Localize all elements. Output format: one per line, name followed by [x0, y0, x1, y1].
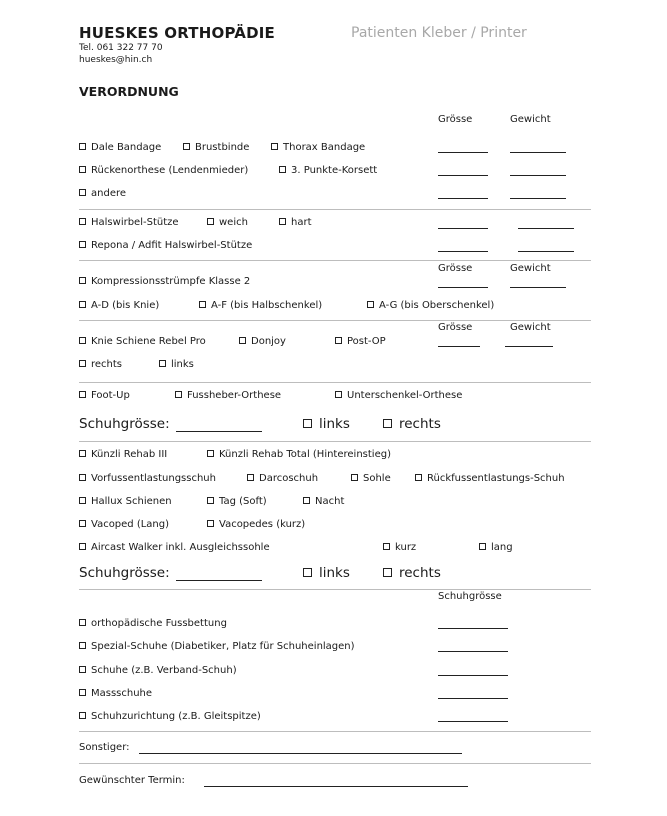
checkbox[interactable]: [79, 642, 86, 649]
option-fussheber-orthese[interactable]: Fussheber-Orthese: [175, 390, 281, 401]
weight-column-header: Gewicht: [510, 114, 551, 125]
size-blank[interactable]: [438, 346, 480, 347]
checkbox[interactable]: [335, 337, 342, 344]
section-divider: [79, 320, 591, 321]
option-punkte-korsett[interactable]: 3. Punkte-Korsett: [279, 165, 377, 176]
option-aircast-walker[interactable]: Aircast Walker inkl. Ausgleichssohle: [79, 542, 270, 553]
checkbox[interactable]: [183, 143, 190, 150]
size-blank[interactable]: [438, 175, 488, 176]
checkbox[interactable]: [383, 568, 392, 577]
section-divider: [79, 209, 591, 210]
checkbox[interactable]: [79, 337, 86, 344]
option-foot-up[interactable]: Foot-Up: [79, 390, 130, 401]
option-lang[interactable]: lang: [479, 542, 513, 553]
option-rueckenorthese[interactable]: Rückenorthese (Lendenmieder): [79, 165, 248, 176]
option-darcoschuh[interactable]: Darcoschuh: [247, 473, 318, 484]
checkbox[interactable]: [79, 474, 86, 481]
checkbox[interactable]: [199, 301, 206, 308]
weight-blank[interactable]: [510, 175, 566, 176]
option-hart[interactable]: hart: [279, 217, 312, 228]
option-a-g[interactable]: A-G (bis Oberschenkel): [367, 300, 494, 311]
termin-label: Gewünschter Termin:: [79, 775, 185, 786]
size-blank[interactable]: [438, 228, 488, 229]
checkbox[interactable]: [367, 301, 374, 308]
checkbox[interactable]: [79, 712, 86, 719]
option-knee-links[interactable]: links: [159, 359, 194, 370]
checkbox[interactable]: [207, 218, 214, 225]
section-divider: [79, 441, 591, 442]
section-divider: [79, 589, 591, 590]
checkbox[interactable]: [79, 666, 86, 673]
shoe-size-blank[interactable]: [438, 628, 508, 629]
option-sohle[interactable]: Sohle: [351, 473, 391, 484]
option-tag-soft[interactable]: Tag (Soft): [207, 496, 267, 507]
option-halswirbel-stuetze[interactable]: Halswirbel-Stütze: [79, 217, 179, 228]
form-title: VERORDNUNG: [79, 84, 179, 99]
shoe-size-blank[interactable]: [438, 675, 508, 676]
checkbox[interactable]: [79, 241, 86, 248]
option-rueckfussentlastungs-schuh[interactable]: Rückfussentlastungs-Schuh: [415, 473, 565, 484]
checkbox[interactable]: [415, 474, 422, 481]
checkbox[interactable]: [79, 543, 86, 550]
company-name: HUESKES ORTHOPÄDIE: [79, 24, 275, 42]
shoe-size-column-header: Schuhgrösse: [438, 591, 502, 602]
option-post-op[interactable]: Post-OP: [335, 336, 386, 347]
option-schuhzurichtung[interactable]: Schuhzurichtung (z.B. Gleitspitze): [79, 711, 261, 722]
checkbox[interactable]: [279, 166, 286, 173]
checkbox[interactable]: [207, 497, 214, 504]
checkbox[interactable]: [303, 568, 312, 577]
weight-blank[interactable]: [505, 346, 553, 347]
option-weich[interactable]: weich: [207, 217, 248, 228]
shoe-size-blank[interactable]: [438, 698, 508, 699]
checkbox[interactable]: [271, 143, 278, 150]
weight-blank[interactable]: [510, 198, 566, 199]
weight-blank[interactable]: [510, 287, 566, 288]
option-vorfussentlastungsschuh[interactable]: Vorfussentlastungsschuh: [79, 473, 216, 484]
option-kuenzli-rehab-3[interactable]: Künzli Rehab III: [79, 449, 167, 460]
option-brustbinde[interactable]: Brustbinde: [183, 142, 249, 153]
shoe-size-label: Schuhgrösse:: [79, 416, 170, 432]
checkbox[interactable]: [479, 543, 486, 550]
sonstiger-blank[interactable]: [139, 753, 462, 754]
option-fussbettung[interactable]: orthopädische Fussbettung: [79, 618, 227, 629]
checkbox[interactable]: [303, 497, 310, 504]
checkbox[interactable]: [279, 218, 286, 225]
checkbox[interactable]: [207, 520, 214, 527]
option-kompressionsstruempfe[interactable]: Kompressionsstrümpfe Klasse 2: [79, 276, 250, 287]
option-knee-rechts[interactable]: rechts: [79, 359, 122, 370]
termin-blank[interactable]: [204, 786, 468, 787]
checkbox[interactable]: [79, 277, 86, 284]
shoe-size-label: Schuhgrösse:: [79, 565, 170, 581]
shoe-size-blank[interactable]: [176, 431, 262, 432]
option-a-f[interactable]: A-F (bis Halbschenkel): [199, 300, 322, 311]
weight-blank[interactable]: [510, 152, 566, 153]
weight-blank[interactable]: [518, 228, 574, 229]
checkbox[interactable]: [383, 419, 392, 428]
checkbox[interactable]: [383, 543, 390, 550]
checkbox[interactable]: [79, 450, 86, 457]
weight-column-header: Gewicht: [510, 263, 551, 274]
option-hallux-schienen[interactable]: Hallux Schienen: [79, 496, 172, 507]
checkbox[interactable]: [303, 419, 312, 428]
sonstiger-label: Sonstiger:: [79, 742, 130, 753]
checkbox[interactable]: [79, 391, 86, 398]
option-verband-schuh[interactable]: Schuhe (z.B. Verband-Schuh): [79, 665, 237, 676]
option-nacht[interactable]: Nacht: [303, 496, 344, 507]
checkbox[interactable]: [79, 301, 86, 308]
option-shoes-links[interactable]: links: [303, 565, 350, 581]
checkbox[interactable]: [79, 218, 86, 225]
checkbox[interactable]: [159, 360, 166, 367]
option-thorax-bandage[interactable]: Thorax Bandage: [271, 142, 365, 153]
checkbox[interactable]: [79, 619, 86, 626]
phone-number: Tel. 061 322 77 70: [79, 43, 163, 53]
checkbox[interactable]: [351, 474, 358, 481]
patient-sticker-placeholder: Patienten Kleber / Printer: [351, 25, 527, 41]
checkbox[interactable]: [207, 450, 214, 457]
size-column-header: Grösse: [438, 114, 473, 125]
option-donjoy[interactable]: Donjoy: [239, 336, 286, 347]
shoe-size-blank[interactable]: [176, 580, 262, 581]
size-column-header: Grösse: [438, 322, 473, 333]
shoe-size-blank[interactable]: [438, 721, 508, 722]
size-blank[interactable]: [438, 198, 488, 199]
size-blank[interactable]: [438, 251, 488, 252]
size-blank[interactable]: [438, 287, 488, 288]
shoe-size-blank[interactable]: [438, 651, 508, 652]
option-andere[interactable]: andere: [79, 188, 126, 199]
option-dale-bandage[interactable]: Dale Bandage: [79, 142, 161, 153]
checkbox[interactable]: [79, 360, 86, 367]
option-vacopedes[interactable]: Vacopedes (kurz): [207, 519, 305, 530]
checkbox[interactable]: [79, 189, 86, 196]
checkbox[interactable]: [79, 520, 86, 527]
checkbox[interactable]: [79, 143, 86, 150]
section-divider: [79, 731, 591, 732]
section-divider: [79, 382, 591, 383]
checkbox[interactable]: [79, 166, 86, 173]
section-divider: [79, 763, 591, 764]
option-repona[interactable]: Repona / Adfit Halswirbel-Stütze: [79, 240, 252, 251]
checkbox[interactable]: [247, 474, 254, 481]
checkbox[interactable]: [79, 689, 86, 696]
option-spezial-schuhe[interactable]: Spezial-Schuhe (Diabetiker, Platz für Schuheinlagen): [79, 641, 355, 652]
size-blank[interactable]: [438, 152, 488, 153]
checkbox[interactable]: [239, 337, 246, 344]
checkbox[interactable]: [175, 391, 182, 398]
option-unterschenkel-orthese[interactable]: Unterschenkel-Orthese: [335, 390, 462, 401]
option-a-d[interactable]: A-D (bis Knie): [79, 300, 159, 311]
option-shoes-rechts[interactable]: rechts: [383, 565, 441, 581]
weight-column-header: Gewicht: [510, 322, 551, 333]
option-rebel-pro[interactable]: Knie Schiene Rebel Pro: [79, 336, 206, 347]
size-column-header: Grösse: [438, 263, 473, 274]
option-vacoped[interactable]: Vacoped (Lang): [79, 519, 169, 530]
option-foot-links[interactable]: links: [303, 416, 350, 432]
weight-blank[interactable]: [518, 251, 574, 252]
section-divider: [79, 260, 591, 261]
option-massschuhe[interactable]: Massschuhe: [79, 688, 152, 699]
checkbox[interactable]: [335, 391, 342, 398]
option-foot-rechts[interactable]: rechts: [383, 416, 441, 432]
email-address: hueskes@hin.ch: [79, 55, 153, 65]
checkbox[interactable]: [79, 497, 86, 504]
option-kuenzli-rehab-total[interactable]: Künzli Rehab Total (Hintereinstieg): [207, 449, 391, 460]
option-kurz[interactable]: kurz: [383, 542, 416, 553]
